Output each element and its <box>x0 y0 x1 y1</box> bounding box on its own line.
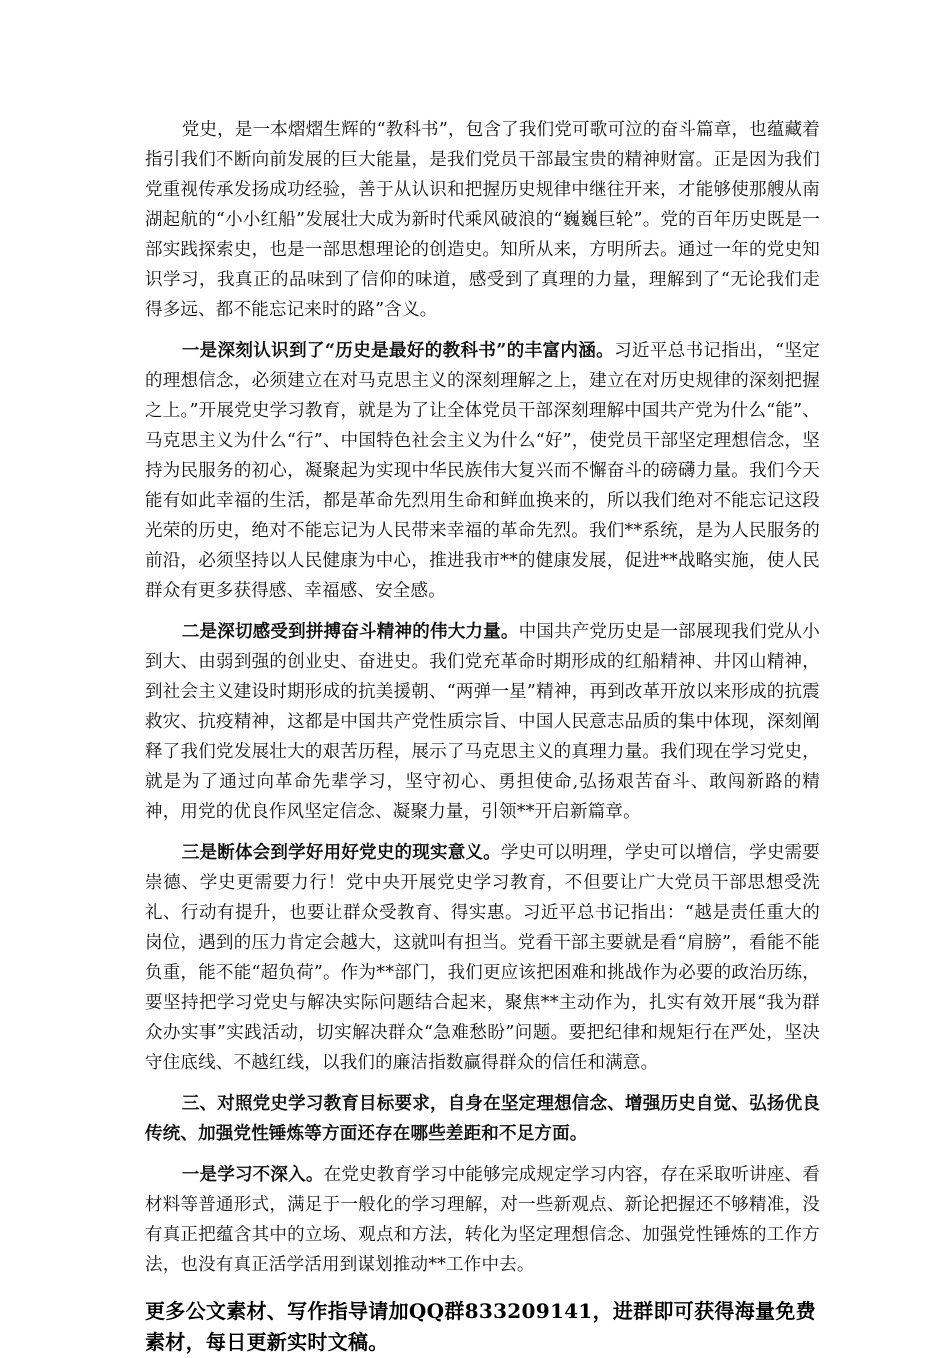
section-2-paragraph <box>145 617 820 827</box>
promo-note: 更多公文素材、写作指导请加QQ群833209141，进群即可获得海量免费素材，每日更新实时文稿。 <box>145 1299 816 1354</box>
section-2-body: 中国共产党历史是一部展现我们党从小到大、由弱到强的创业史、奋进史。我们党充革命时期形成的红船精神、井冈山精神，到社会主义建设时期形成的抗美援朝、“两弹一星”精神，再到改革开放以来形成的抗震救灾、抗疫精神，这都是中国共产党性质宗旨、中国人民意志品质的集中体现，深刻阐释了我们党发展壮大的艰苦历程，展示了马克思主义的真理力量。我们现在学习党史，就是为了通过向革命先辈学习，坚守初心、勇担使命,弘扬艰苦奋斗、敢闯新路的精神，用党的优良作风坚定信念、凝聚力量，引领**开启新篇章。 <box>145 622 820 822</box>
intro-paragraph: 党史，是一本熠熠生辉的“教科书”，包含了我们党可歌可泣的奋斗篇章，也蕴藏着指引我们不断向前发展的巨大能量，是我们党员干部最宝贵的精神财富。正是因为我们党重视传承发扬成功经验，善于从认识和把握历史规律中继往开来，才能够使那艘从南湖起航的“小小红船”发展壮大成为新时代乘风破浪的“巍巍巨轮”。党的百年历史既是一部实践探索史，也是一部思想理论的创造史。知所从来，方明所去。通过一年的党史知识学习，我真正的品味到了信仰的味道，感受到了真理的力量，理解到了“无论我们走得多远、都不能忘记来时的路”含义。 <box>145 120 820 320</box>
part-3-heading: 三、对照党史学习教育目标要求，自身在坚定理想信念、增强历史自觉、弘扬优良传统、加强党性锤炼等方面还存在哪些差距和不足方面。 <box>145 1094 820 1144</box>
part-3-item-1-lead: 一是学习不深入。 <box>181 1165 324 1185</box>
section-3-paragraph <box>145 838 820 1078</box>
section-3-body: 学史可以明理，学史可以增信，学史需要崇德、学史更需要力行！党中央开展党史学习教育，不但要让广大党员干部思想受洗礼、行动有提升，也要让群众受教育、得实惠。习近平总书记指出：“越是责任重大的岗位，遇到的压力肯定会越大，这就叫有担当。党看干部主要就是看“肩膀”，看能不能负重，能不能“超负荷”。作为**部门，我们更应该把困难和挑战作为必要的政治历练，要坚持把学习党史与解决实际问题结合起来，聚焦**主动作为，扎实有效开展“我为群众办实事”实践活动，切实解决群众“急难愁盼”问题。要把纪律和规矩行在严处，坚决守住底线、不越红线，以我们的廉洁指数赢得群众的信任和满意。 <box>145 843 820 1073</box>
section-1-paragraph <box>145 336 820 606</box>
document-page <box>145 115 820 1358</box>
section-3-lead: 三是断体会到学好用好党史的现实意义。 <box>181 843 501 863</box>
part-3-item-1-paragraph <box>145 1160 820 1280</box>
section-2-lead: 二是深切感受到拼搏奋斗精神的伟大力量。 <box>181 622 519 642</box>
section-1-body: 习近平总书记指出，“坚定的理想信念，必须建立在对马克思主义的深刻理解之上，建立在对历史规律的深刻把握之上。”开展党史学习教育，就是为了让全体党员干部深刻理解中国共产党为什么“能”、马克思主义为什么“行”、中国特色社会主义为什么“好”，使党员干部坚定理想信念，坚持为民服务的初心，凝聚起为实现中华民族伟大复兴而不懈奋斗的磅礴力量。我们今天能有如此幸福的生活，都是革命先烈用生命和鲜血换来的，所以我们绝对不能忘记这段光荣的历史，绝对不能忘记为人民带来幸福的革命先烈。我们**系统，是为人民服务的前沿，必须坚持以人民健康为中心，推进我市**的健康发展，促进**战略实施，使人民群众有更多获得感、幸福感、安全感。 <box>145 341 820 601</box>
section-1-lead: 一是深刻认识到了“历史是最好的教科书”的丰富内涵。 <box>181 341 615 361</box>
part-3-item-1-body: 在党史教育学习中能够完成规定学习内容，存在采取听讲座、看材料等普通形式，满足于一般化的学习理解，对一些新观点、新论把握还不够精准，没有真正把蕴含其中的立场、观点和方法，转化为坚定理想信念、加强党性锤炼的工作方法，也没有真正活学活用到谋划推动**工作中去。 <box>145 1165 820 1275</box>
